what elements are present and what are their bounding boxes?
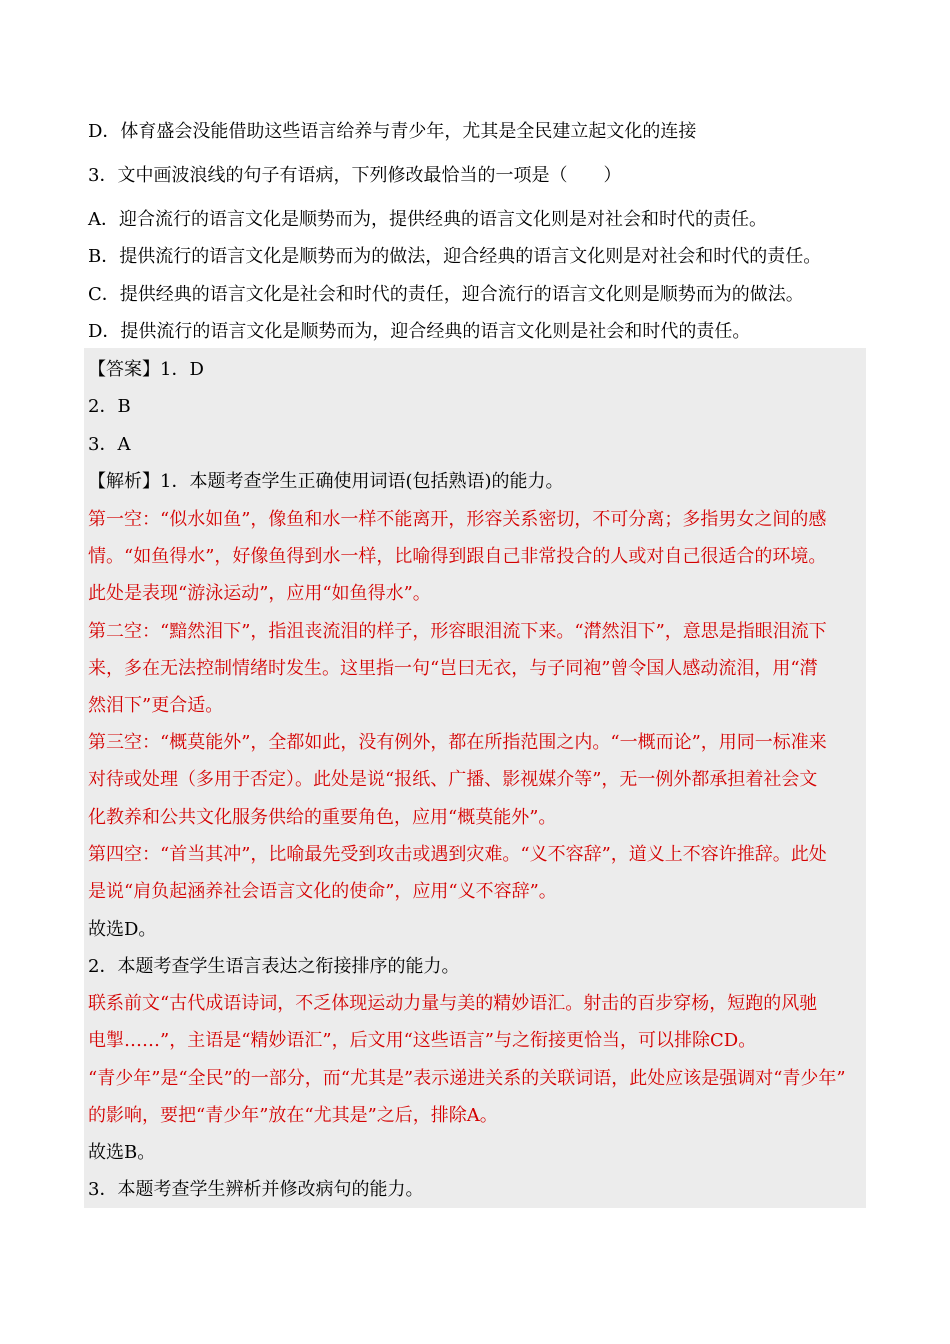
- question3-stem: 3．文中画波浪线的句子有语病，下列修改最恰当的一项是（ ）: [88, 165, 622, 186]
- question2-option-d: D．体育盛会没能借助这些语言给养与青少年，尤其是全民建立起文化的连接: [88, 121, 697, 142]
- analysis-heading: 【解析】1．本题考查学生正确使用词语(包括熟语)的能力。: [88, 471, 564, 492]
- analysis-q1-line: 情。“如鱼得水”，好像鱼得到水一样，比喻得到跟自己非常投合的人或对自己很适合的环境。: [88, 546, 827, 567]
- question3-option-d: D．提供流行的语言文化是顺势而为，迎合经典的语言文化则是社会和时代的责任。: [88, 321, 751, 342]
- answer-line-3: 3．A: [88, 434, 131, 455]
- analysis-q1-line: 来，多在无法控制情绪时发生。这里指一句“岂曰无衣，与子同袍”曾令国人感动流泪，用“潸: [88, 658, 818, 679]
- analysis-q1-line: 此处是表现“游泳运动”，应用“如鱼得水”。: [88, 583, 431, 604]
- analysis-q1-line: 第一空：“似水如鱼”，像鱼和水一样不能离开，形容关系密切，不可分离；多指男女之间的感: [88, 509, 827, 530]
- question3-option-b: B．提供流行的语言文化是顺势而为的做法，迎合经典的语言文化则是对社会和时代的责任。: [88, 246, 822, 267]
- analysis-q1-line: 对待或处理（多用于否定）。此处是说“报纸、广播、影视媒介等”，无一例外都承担着社会文: [88, 769, 818, 790]
- analysis-q1-line: 第四空：“首当其冲”，比喻最先受到攻击或遇到灾难。“义不容辞”，道义上不容许推辞。此处: [88, 844, 827, 865]
- analysis-q1-line: 第三空：“概莫能外”，全都如此，没有例外，都在所指范围之内。“一概而论”，用同一标准来: [88, 732, 827, 753]
- analysis-q1-line: 是说“肩负起涵养社会语言文化的使命”，应用“义不容辞”。: [88, 881, 557, 902]
- analysis-q1-line: 第二空：“黯然泪下”，指沮丧流泪的样子，形容眼泪流下来。“潸然泪下”，意思是指眼泪流下: [88, 621, 827, 642]
- question3-option-c: C．提供经典的语言文化是社会和时代的责任，迎合流行的语言文化则是顺势而为的做法。: [88, 284, 804, 305]
- analysis-q2-conclusion: 故选B。: [88, 1142, 156, 1163]
- analysis-q2-line: “青少年”是“全民”的一部分，而“尤其是”表示递进关系的关联词语，此处应该是强调对“青少年”: [88, 1068, 846, 1089]
- analysis-q3-heading: 3．本题考查学生辨析并修改病句的能力。: [88, 1179, 424, 1200]
- question3-option-a: A．迎合流行的语言文化是顺势而为，提供经典的语言文化则是对社会和时代的责任。: [88, 209, 767, 230]
- answer-line-1: 【答案】1．D: [88, 359, 204, 380]
- answer-line-2: 2．B: [88, 396, 131, 417]
- analysis-q2-line: 的影响，要把“青少年”放在“尤其是”之后，排除A。: [88, 1105, 498, 1126]
- analysis-q2-line: 电掣……”，主语是“精妙语汇”，后文用“这些语言”与之衔接更恰当，可以排除CD。: [88, 1030, 757, 1051]
- analysis-q1-conclusion: 故选D。: [88, 919, 157, 940]
- analysis-q2-line: 联系前文“古代成语诗词，不乏体现运动力量与美的精妙语汇。射击的百步穿杨，短跑的风驰: [88, 993, 818, 1014]
- analysis-q1-line: 然泪下”更合适。: [88, 695, 224, 716]
- analysis-q2-heading: 2．本题考查学生语言表达之衔接排序的能力。: [88, 956, 460, 977]
- analysis-q1-line: 化教养和公共文化服务供给的重要角色，应用“概莫能外”。: [88, 807, 557, 828]
